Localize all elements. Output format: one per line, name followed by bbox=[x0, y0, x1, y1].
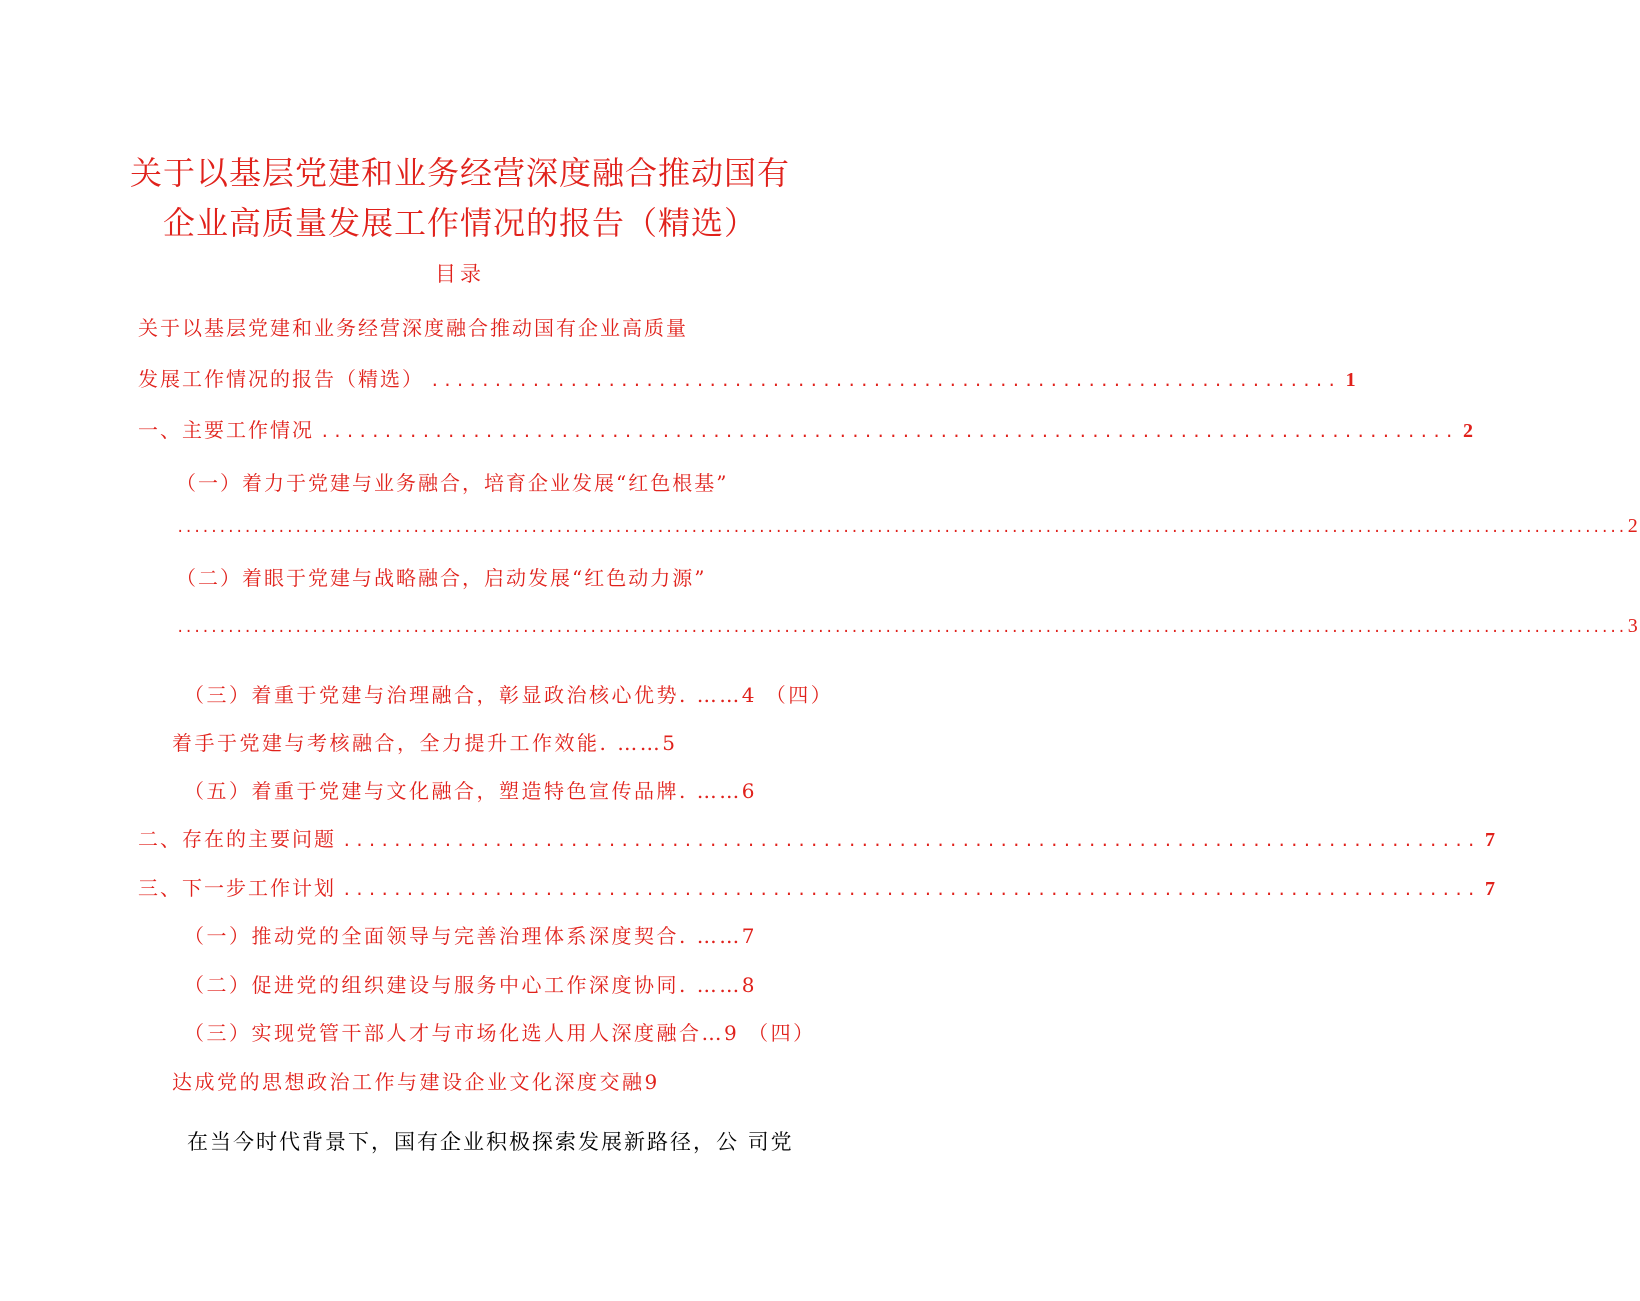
toc-section-1-text: 一、主要工作情况 bbox=[138, 418, 314, 442]
toc-entry-3-2-text: （二）促进党的组织建设与服务中心工作深度协同. ……8 bbox=[184, 973, 757, 997]
toc-entry-1-1[interactable] bbox=[176, 467, 776, 496]
toc-entry-1-5[interactable] bbox=[184, 775, 757, 804]
toc-entry-3-2[interactable] bbox=[184, 969, 757, 998]
toc-entry-section-1[interactable] bbox=[138, 414, 1475, 443]
toc-leader-dots: .......................................................................................... bbox=[342, 880, 1479, 899]
toc-entry-1-1-text: （一）着力于党建与业务融合，培育企业发展“红色根基” bbox=[176, 471, 729, 495]
toc-entry-3-1[interactable] bbox=[184, 920, 757, 949]
toc-entry-main-line-2[interactable] bbox=[138, 363, 1358, 392]
toc-entry-section-3[interactable] bbox=[138, 872, 1497, 901]
toc-entry-3-3-text: （三）实现党管干部人才与市场化选人用人深度融合…9 （四） bbox=[184, 1021, 816, 1045]
toc-leader-dots: ............................................................................................................................................................................ bbox=[176, 520, 1626, 536]
document-title-line-1: 关于以基层党建和业务经营深度融合推动国有 bbox=[129, 154, 790, 192]
toc-entry-1-2-text: （二）着眼于党建与战略融合，启动发展“红色动力源” bbox=[176, 566, 707, 590]
toc-leader-dots: ........................................................................ bbox=[430, 371, 1340, 390]
toc-entry-3-3[interactable] bbox=[184, 1017, 816, 1046]
toc-leader-dots: ............................................................................................................................................................................ bbox=[176, 620, 1626, 636]
toc-entry-1-3[interactable] bbox=[184, 679, 833, 708]
toc-entry-1-2-leader[interactable] bbox=[176, 615, 1640, 638]
toc-entry-1-1-leader[interactable] bbox=[176, 515, 1640, 538]
toc-entry-1-4-text: 着手于党建与考核融合，全力提升工作效能. ……5 bbox=[172, 731, 678, 755]
toc-section-2-text: 二、存在的主要问题 bbox=[138, 827, 336, 851]
toc-entry-main-line-1[interactable] bbox=[138, 312, 758, 341]
body-paragraph: 在当今时代背景下，国有企业积极探索发展新路径，公 司党 bbox=[187, 1130, 794, 1154]
toc-entry-3-4-text: 达成党的思想政治工作与建设企业文化深度交融9 bbox=[172, 1070, 660, 1094]
document-title-line-2: 企业高质量发展工作情况的报告（精选） bbox=[162, 204, 757, 242]
toc-entry-main-text-1: 关于以基层党建和业务经营深度融合推动国有企业高质量 bbox=[138, 316, 688, 340]
toc-heading: 目录 bbox=[435, 262, 485, 286]
toc-section-3-text: 三、下一步工作计划 bbox=[138, 876, 336, 900]
toc-leader-dots: .......................................................................................... bbox=[320, 422, 1457, 441]
toc-page-number: 2 bbox=[1462, 420, 1475, 442]
toc-page-number: 1 bbox=[1345, 369, 1358, 391]
toc-entry-main-text-2: 发展工作情况的报告（精选） bbox=[138, 367, 424, 391]
toc-page-number: 7 bbox=[1484, 878, 1497, 900]
toc-entry-1-4[interactable] bbox=[172, 727, 677, 756]
toc-entry-1-2[interactable] bbox=[176, 562, 776, 591]
toc-page-number: 2 bbox=[1627, 515, 1640, 537]
toc-page-number: 3 bbox=[1627, 615, 1640, 637]
toc-page-number: 7 bbox=[1484, 829, 1497, 851]
toc-entry-3-1-text: （一）推动党的全面领导与完善治理体系深度契合. ……7 bbox=[184, 924, 757, 948]
toc-entry-3-4[interactable] bbox=[172, 1066, 660, 1095]
toc-entry-1-3-text: （三）着重于党建与治理融合，彰显政治核心优势. ……4 （四） bbox=[184, 683, 834, 707]
toc-entry-1-5-text: （五）着重于党建与文化融合，塑造特色宣传品牌. ……6 bbox=[184, 779, 757, 803]
toc-leader-dots: .......................................................................................... bbox=[342, 831, 1479, 850]
toc-entry-section-2[interactable] bbox=[138, 823, 1497, 852]
